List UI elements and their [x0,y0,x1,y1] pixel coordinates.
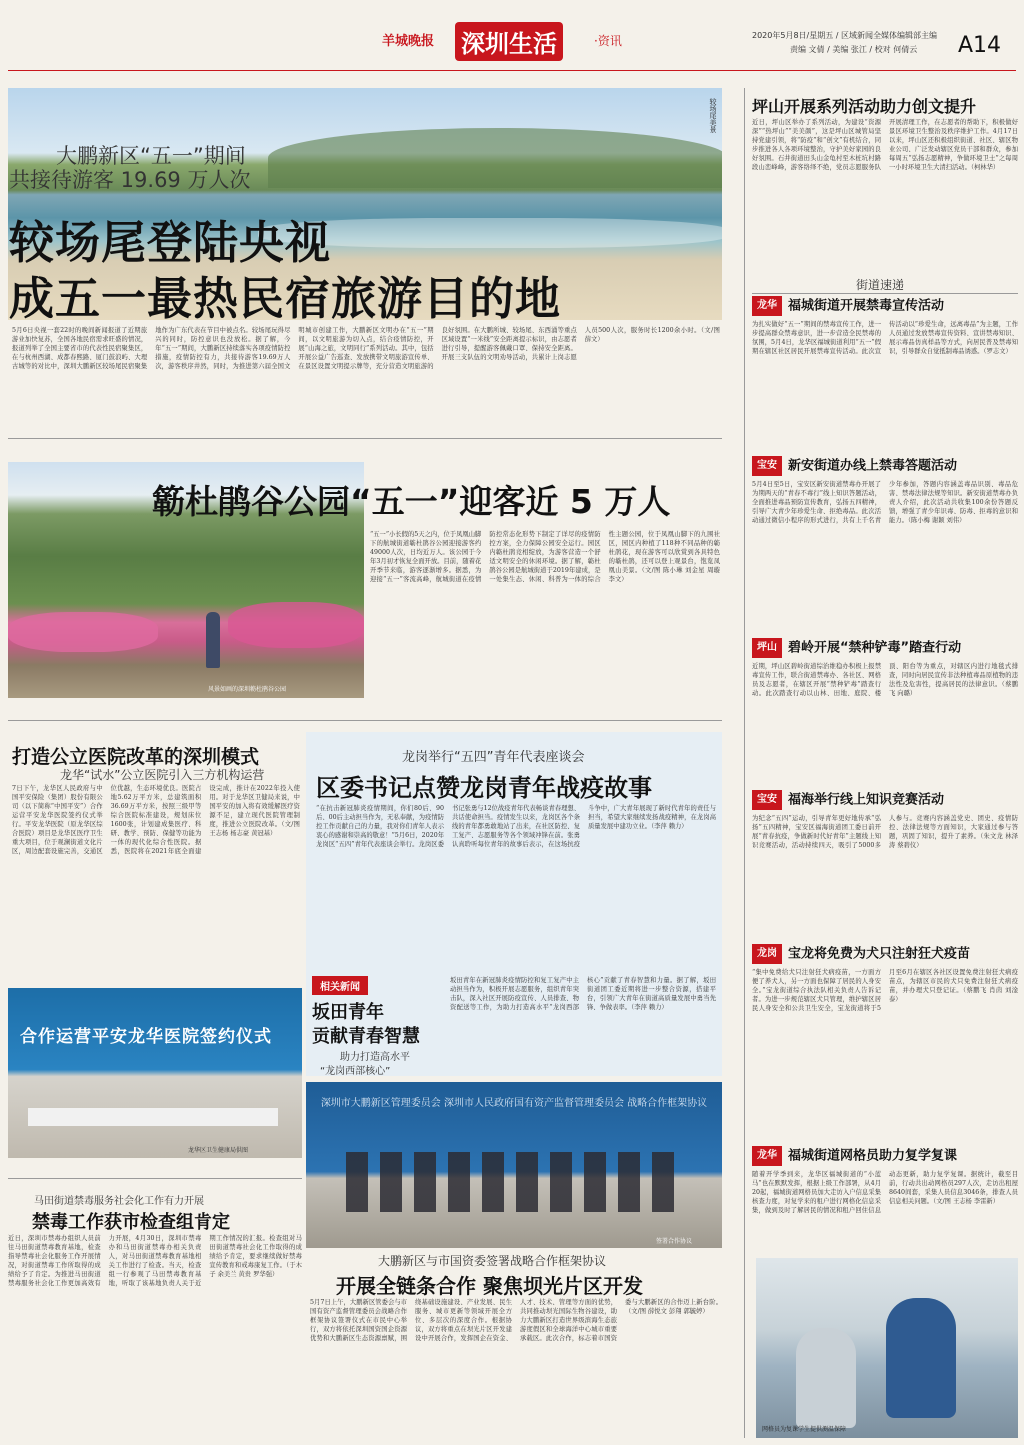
drug-center-kicker: 马田街道禁毒服务社会化工作有力开展 [34,1196,204,1207]
dapeng-signing-photo [306,1082,722,1248]
right-item-1 [752,296,1018,446]
walking-visitor [206,612,220,668]
park-article-body: “五一”小长假的5天之内，位于凤凰山脚下的航城街道簕杜鹃谷公园迎接游客约49000人次，日均近万人。该公园于今年3月初才恢复全面开放。目前，随着花开季节来临，游客逐渐增多。据悉，为迎接“五一”客流高峰，航城街道在疫情防控常态化形势下制定了详尽的疫情防控方案，全力保障公园安全运行。园区内簕杜鹃竞相绽放，为游客营造一个舒适文明安全的休闲环境。据了解，簕杜鹃谷公园是航城街道于2019年建成，是一处集生态、休闲、科普为一体的综合性主题公园，位于凤凰山脚下的九围社区，园区内种植了118种不同品种的簕杜鹃花，现在游客可以欣赏到各具特色的簕杜鹃，还可以登上观景台，饱览凤凰山美景。（文/图 陈小琳 刘金星 周璇 李文） [370,531,720,583]
youth-article-body: “在抗击新冠肺炎疫情期间，你们80后、90后、00后主动担当作为，无私奉献，为疫情防控工作贡献自己的力量，我对你们青年人表示衷心的感谢和崇高的敬意！”5月6日，2020年龙岗区“五四”青年代表座谈会举行。龙岗区委书记张勇与12位战疫青年代表畅谈青春理想、共话使命担当。疫情发生以来，龙岗区各个条线的青年都勇敢地站了出来，在社区防控、复工复产、志愿服务等各个领域冲锋在前。张勇认真聆听每位青年的故事后表示，在这场抗疫斗争中，广大青年展现了新时代青年的责任与担当，希望大家继续发扬战疫精神，在龙岗高质量发展中建功立业。（李萍 赖力） [316,805,716,848]
signing-table [28,1108,278,1126]
flower-bed-1 [8,612,158,652]
hospital-subtitle: 龙华“试水”公立医院引入三方机构运营 [60,768,265,782]
youth-title: 区委书记点赞龙岗青年战疫故事 [316,774,652,802]
right-item-body: 随着开学季到来，龙华区福城街道的“小蓝马”也在默默发挥，根据上级工作部署，从4月20起，福城街道网格员加大走访入户信息采集核查力度，对复学来的租户进行网格化信息采集，做到及时了解居民的情况和租户回住信息动态更新，助力复学复课。据统计，截至目前，行动共出动网格员297人次，走访出租屋8640间套，采集人员信息3046条，排查人员信息相关问题。（文/图 王志杨 李雷新） [752,1171,1018,1214]
right-item-title: 福城街道网格员助力复学复课 [788,1148,958,1164]
dapeng-kicker: 大鹏新区与市国资委签署战略合作框架协议 [378,1254,607,1268]
right-item-5 [752,944,1018,1140]
right-section-rule [752,293,1018,294]
hospital-article-body: 7日下午，龙华区人民政府与中国平安保险（集团）股份有限公司（以下简称“中国平安”）合作运营平安龙华医院签约仪式举行。平安龙华医院（原龙华区综合医院）项目是龙华区医疗卫生重大项目，位于观澜街道文化片区，周边配套设施完善，交通区位优越，生态环境优良。医院占地5.62万平方米，总建筑面积36.69万平方米，按照三级甲等综合医院标准建设，规划床位1600张，计划建成集医疗、科研、教学、预防、保健等功能为一体的现代化综合性医院。据悉，医院将在2021年底全面建设完成，推计在2022年投入使用。对于龙华区卫健局来说，中国平安的加入将有效缓解医疗资源不足，建立现代医院管理制度，推进公立医院改革。（文/图 王志杨 杨志豪 黄冠基） [12,785,300,855]
hospital-title: 打造公立医院改革的深圳模式 [12,746,260,768]
student-figure [796,1328,856,1428]
right-top-title: 坪山开展系列活动助力创文提升 [752,97,977,116]
editors-line: 责编 文倩 / 美编 张江 / 校对 何倩云 [790,45,918,54]
right-item-title: 碧岭开展“禁种铲毒”踏查行动 [788,640,962,656]
youth-kicker: 龙岗举行“五四”青年代表座谈会 [402,750,585,765]
hospital-photo-credit: 龙华区卫生健康局供图 [188,1147,249,1154]
right-top-article-body: 近日，坪山区举办了系列活动，为建设“资源深”“热坪山”“美美颜”，这是坪山区城管局坚持党建引领，将“防疫”和“创文”有机结合，同步推进各人各项环境整治，守护美好家园的良好氛围。石井街道田头山金龟村至木桩坑村路段山峦峰峰，游客络绎不绝，党员志愿服务队开展清理工作，在志愿者的帮助下，积极做好景区环境卫生整治及秩序维护工作。4月17日以来，坪山区还积极组织街道、社区、辖区物业公司、广泛发动辖区党员干部和群众，参加每周五“弘扬志愿精神，争做环境卫士”之每周一小时环境卫生大清扫活动。（柯林华） [752,119,1018,171]
park-photo-credit: 风景如画的深圳簕杜鹃谷公园 [208,686,287,693]
district-tag: 龙华 [752,296,782,316]
right-item-4 [752,790,1018,934]
park-bottom-rule [8,720,722,721]
drug-center-title: 禁毒工作获市检查组肯定 [32,1212,230,1233]
right-item-2 [752,456,1018,626]
hero-title-2: 成五一最热民宿旅游目的地 [9,272,562,325]
newspaper-logo: 羊城晚报 [382,34,435,49]
hospital-bottom-rule [8,1178,302,1179]
district-tag: 龙岗 [752,944,782,964]
park-title: 簕杜鹃谷公园“五一”迎客近 5 万人 [152,482,671,521]
drug-center-article-body: 近日，深圳市禁毒办组织人员前往马田街道禁毒教育基地，检查指导禁毒社会化服务工作开展情况，对街道禁毒工作所取得的成绩给予了肯定。为推进马田街道禁毒服务社会化工作更加高效有力开展，4月30日，深圳市禁毒办和马田街道禁毒办相关负责人，对马田街道禁毒教育基地相关工作进行了检查。当天，检查组一行参观了马田禁毒教育基地，听取了该基地负责人关于近期工作情况的汇报。检查组对马田街道禁毒社会化工作取得的成绩给予肯定，要求继续做好禁毒宣传教育和戒毒康复工作。（于木子 余美兰 黄贵 罗华强） [8,1235,302,1287]
right-section-label: 街道速递 [856,278,905,292]
hero-photo-credit: 较场尾美景 [709,98,717,133]
district-tag: 龙华 [752,1146,782,1166]
hospital-banner-text: 合作运营平安龙华医院签约仪式 [20,1027,272,1047]
district-tag: 宝安 [752,456,782,476]
hero-title-1: 较场尾登陆央视 [9,216,332,269]
right-item-title: 宝龙将免费为犬只注射狂犬疫苗 [788,946,971,962]
grid-worker-photo [756,1258,1018,1438]
date-line: 2020年5月8日/星期五 / 区域新闻全媒体编辑部主编 [752,31,938,40]
hospital-photo [8,988,302,1158]
right-item-title: 福海举行线上知识竞赛活动 [788,792,945,808]
hero-kicker-1: 大鹏新区“五一”期间 [56,144,246,168]
mountain-shape [268,128,722,188]
dapeng-photo-credit: 签署合作协议 [656,1238,693,1245]
related-title-2: 贡献青春智慧 [312,1026,420,1047]
right-item-title: 福城街道开展禁毒宣传活动 [788,298,945,314]
masthead-rule [8,70,1016,71]
right-item-title: 新安街道办线上禁毒答题活动 [788,458,958,474]
related-title-1: 坂田青年 [312,1002,384,1023]
dapeng-banner-text: 深圳市大鹏新区管理委员会 深圳市人民政府国有资产监督管理委员会 战略合作框架协议 [320,1098,708,1109]
grid-worker-photo-credit: 网格员为复课学生提供测温保障 [762,1426,847,1433]
section-subtitle: ·资讯 [594,34,622,48]
right-item-3 [752,638,1018,786]
right-item-body: 近期，坪山区碧岭街道综治维稳办积极上报禁毒宣传工作，联合街道禁毒办、各社区、网格员及志愿者，在辖区开展“禁种铲毒”踏查行动。此次踏查行动以山林、田地、庭院、楼顶、阳台等为重点，对辖区内进行地毯式排查，同时向居民宣传非法种植毒品原植物的违法性及危害性，提高居民的法律意识。（蔡鹏飞 向璐） [752,663,1018,697]
right-item-body: 为纪念“五四”运动，引导青年更好地传承“弘扬”五四精神，宝安区福海街道团工委日前开展“青春抗疫，争做新时代好青年”主题线上知识竞赛活动，活动持续四天，吸引了5000多人参与。竞赛内容涵盖党史、团史、疫情防控、法律法规等方面知识，大家通过参与答题，巩固了知识，提升了素养。（朱文龙 林泽涛 蔡碧仪） [752,815,1018,849]
district-tag: 坪山 [752,638,782,658]
signing-officials [346,1152,686,1212]
masthead [0,0,1024,88]
page-number: A14 [958,33,1002,58]
district-tag: 宝安 [752,790,782,810]
related-sub-1: 助力打造高水平 [340,1052,410,1063]
section-title: 深圳生活 [455,22,563,61]
related-sub-2: “龙岗西部核心” [320,1066,391,1077]
related-article-body: 坂田青年在新冠肺炎疫情防控和复工复产中主动担当作为，积极开展志愿服务，组织青年突击队，深入社区开展防疫宣传、人员排查、物资配送等工作，为助力打造高水平“龙岗西部核心”贡献了青春智慧和力量。据了解，坂田街道团工委近期将进一步整合资源，搭建平台，引领广大青年在街道高质量发展中勇当先锋、争做表率。（李萍 赖力） [450,977,716,1011]
right-item-6 [752,1146,1018,1256]
right-item-body: “集中免费给犬只注射狂犬病疫苗，一方面方便了养犬人，另一方面也保障了居民的人身安全。”宝龙街道综合执法队相关负责人告诉记者。为进一步规范辖区犬只管理，维护辖区居民人身安全和公共卫生安全，宝龙街道将于5月至6月在辖区各社区设置免费注射狂犬病疫苗点，为辖区市民的犬只免费注射狂犬病疫苗，并办理犬只登记证。（蔡鹏飞 肖茵 刘淦泰） [752,969,1018,1012]
related-news-label: 相关新闻 [312,976,368,995]
hero-kicker-2: 共接待游客 19.69 万人次 [9,168,251,192]
hero-bottom-rule [8,438,722,439]
flower-bed-2 [228,602,364,648]
left-column-rule [744,88,745,1438]
right-item-body: 为扎实做好“五一”期间的禁毒宣传工作，进一步提高群众禁毒意识，进一步营造全民禁毒的氛围，5月4日，龙华区福城街道利用“五一”假期在辖区社区居民开展禁毒宣传活动。此次宣传活动以“珍爱生命，远离毒品”为主题，工作人员通过发放禁毒宣传资料、宣讲禁毒知识、展示毒品仿真样品等方式，向居民普及禁毒知识，引导群众自觉抵制毒品诱惑。（罗志文） [752,321,1018,355]
worker-figure [886,1298,956,1418]
dapeng-article-body: 5月7日上午，大鹏新区管委会与市国有资产监督管理委员会战略合作框架协议签署仪式在市民中心举行，双方将依托深圳国资国企资源优势和大鹏新区生态资源禀赋，围绕基础设施建设、产业发展、民生服务、城市更新等领域开展全方位、多层次的深度合作。根据协议，双方将重点在坝光片区开发建设中开展合作，发挥国企在资金、人才、技术、管理等方面的优势，共同推动坝光国际生物谷建设，助力大鹏新区打造世界级滨海生态旅游度假区和全球海洋中心城市重要承载区。此次合作，标志着市国资委与大鹏新区的合作迈上新台阶。（文/图 薛悦文 彭翔 郭毓婷） [310,1299,722,1342]
youth-panel [306,732,722,1076]
dapeng-title: 开展全链条合作 聚焦坝光片区开发 [336,1274,643,1298]
right-item-body: 5月4日至5日，宝安区新安街道禁毒办开展了为期两天的“青春不毒行”线上知识答题活动，全面推进毒品预防宣传教育，弘扬五四精神，引导广大青少年珍爱生命、拒绝毒品。此次活动通过微信小程序的形式进行，共有上千名青少年参加，答题内容涵盖毒品识别、毒品危害、禁毒法律法规等知识。新安街道禁毒办负责人介绍，此次活动共收集100余份答题反馈，增强了青少年识毒、防毒、拒毒的意识和能力。（陈小梅 谢颖 刘伟） [752,481,1018,524]
hero-article-body: 5月6日央视一套22时的晚间新闻报道了近期旅游业加快复苏，全国各地民宿需求旺盛的情况，报道列举了全国主要省市的代表性民宿聚集区，在与杭州西湖、成都春熙路、厦门鼓浪屿、大理古城等的对比中，深圳大鹏新区较场尾民宿聚集地作为广东代表在节目中被点名。较场尾玩得尽兴的同时，防控意识也没放松。据了解，今年“五一”期间，大鹏新区持续落实各项疫情防控措施，疫情防控有力，共接待游客19.69万人次，游客秩序井然，同时，为推进第六届全国文明城市创建工作，大鹏新区文明办在“五一”期间，以文明旅游为切入点，结合疫情防控，开展“山海之旅，文明同行”系列活动。其中，包括开展公益广告巡查、发放携带文明旅游宣传单、在景区设置文明提示牌等，充分营造文明旅游的良好氛围。在大鹏所城、较场尾、东西涌等重点区域设置“一米线”安全距离提示标识，由志愿者进行引导，提醒游客佩戴口罩、保持安全距离。开展三支队伍的文明劝导活动，共累计上岗志愿人员500人次，服务时长1200余小时。（文/图 薛文） [12,327,720,370]
